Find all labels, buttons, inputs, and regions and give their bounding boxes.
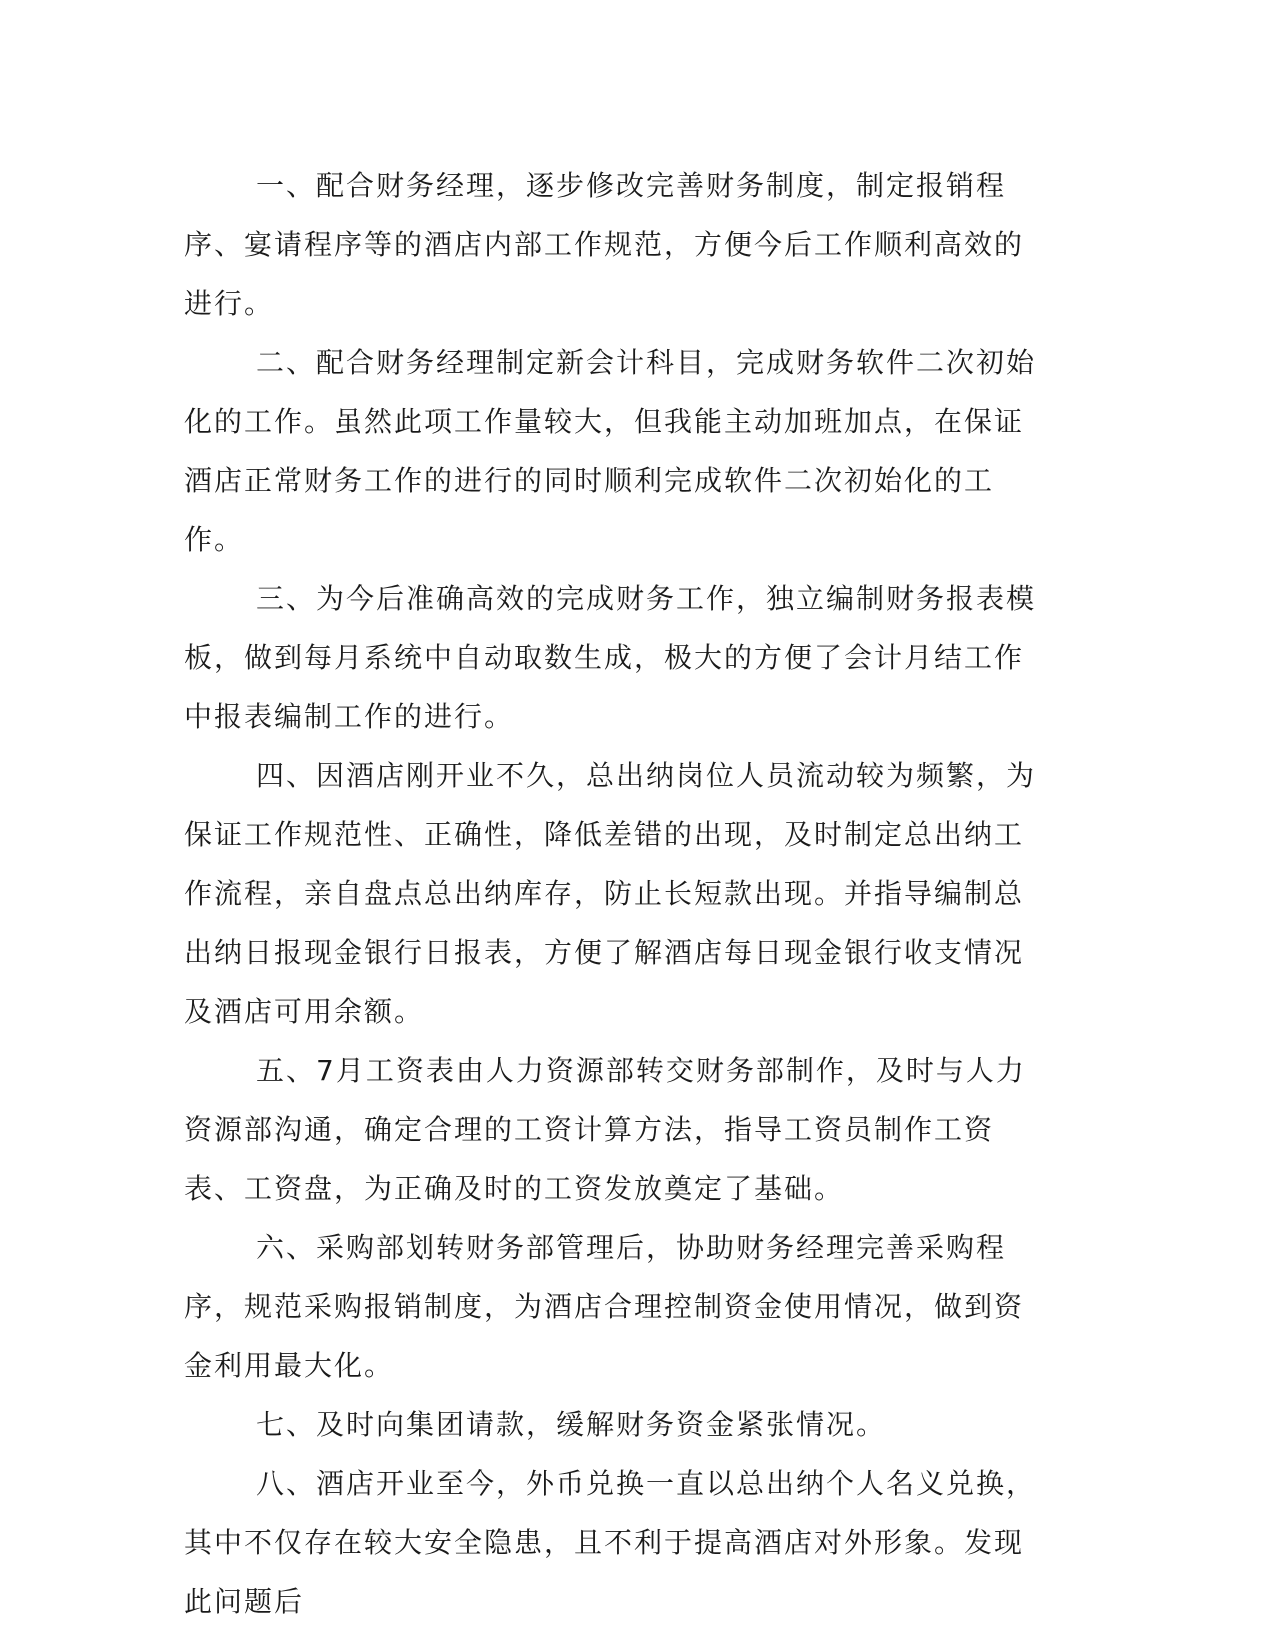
paragraph-2: 二、配合财务经理制定新会计科目，完成财务软件二次初始化的工作。虽然此项工作量较大，但我能主动加班加点，在保证酒店正常财务工作的进行的同时顺利完成软件二次初始化的工作。 [184, 346, 1037, 556]
document-body [184, 156, 1044, 1631]
paragraph-6: 六、采购部划转财务部管理后，协助财务经理完善采购程序，规范采购报销制度，为酒店合理控制资金使用情况，做到资金利用最大化。 [184, 1231, 1025, 1382]
paragraph-4: 四、因酒店刚开业不久，总出纳岗位人员流动较为频繁，为保证工作规范性、正确性，降低差错的出现，及时制定总出纳工作流程，亲自盘点总出纳库存，防止长短款出现。并指导编制总出纳日报现金银行日报表，方便了解酒店每日现金银行收支情况及酒店可用余额。 [184, 759, 1037, 1028]
paragraph-8: 八、酒店开业至今，外币兑换一直以总出纳个人名义兑换，其中不仅存在较大安全隐患，且不利于提高酒店对外形象。发现此问题后 [184, 1467, 1037, 1618]
paragraph-3: 三、为今后准确高效的完成财务工作，独立编制财务报表模板，做到每月系统中自动取数生成，极大的方便了会计月结工作中报表编制工作的进行。 [184, 582, 1037, 733]
paragraph-5: 五、7月工资表由人力资源部转交财务部制作，及时与人力资源部沟通，确定合理的工资计算方法，指导工资员制作工资表、工资盘，为正确及时的工资发放奠定了基础。 [184, 1054, 1026, 1205]
paragraph-7: 七、及时向集团请款，缓解财务资金紧张情况。 [256, 1408, 887, 1441]
paragraph-1: 一、配合财务经理，逐步修改完善财务制度，制定报销程序、宴请程序等的酒店内部工作规范，方便今后工作顺利高效的进行。 [184, 169, 1025, 320]
